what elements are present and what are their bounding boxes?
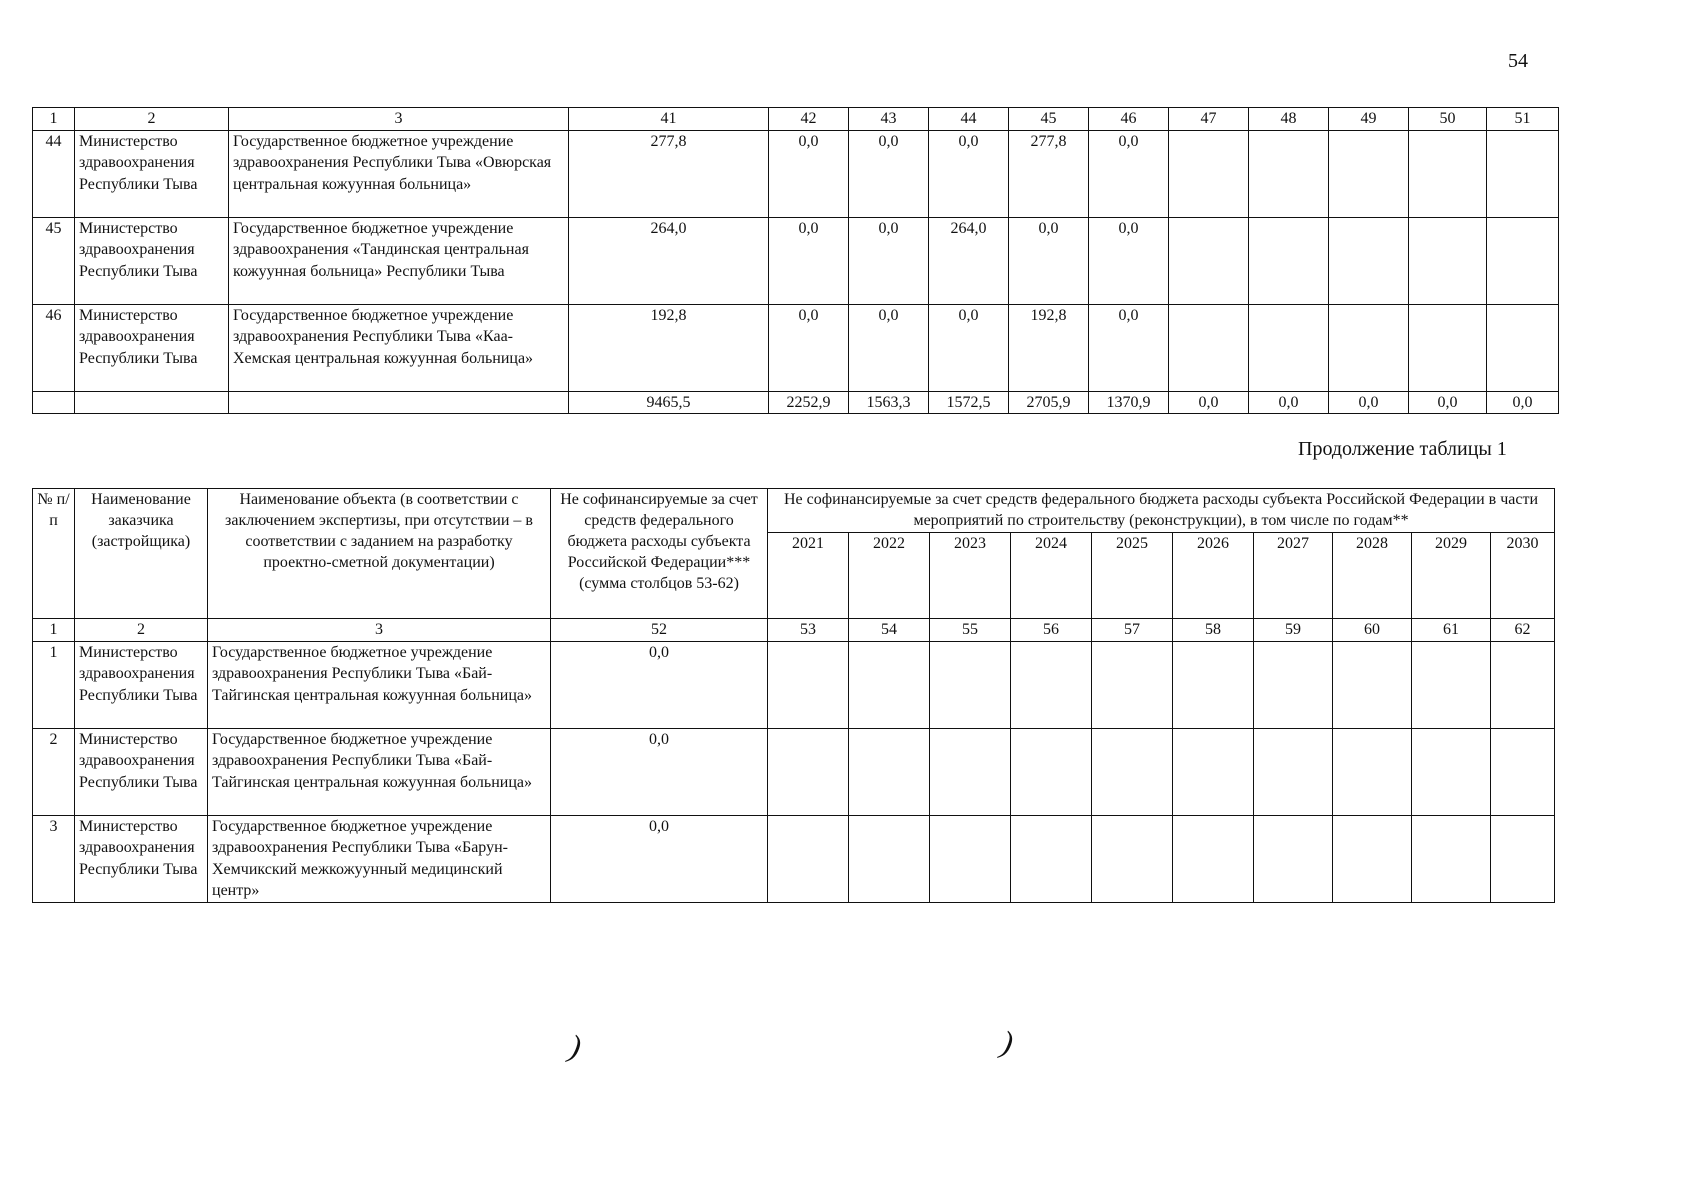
col-number: 1: [33, 619, 75, 642]
empty-cell: [930, 728, 1011, 815]
col-number: 53: [768, 619, 849, 642]
year-header: 2023: [930, 533, 1011, 619]
col-number: 3: [208, 619, 551, 642]
value-cell: 0,0: [1089, 130, 1169, 217]
col-number: 62: [1491, 619, 1555, 642]
row-number: 1: [33, 641, 75, 728]
value-cell: 0,0: [769, 217, 849, 304]
value-cell: [1409, 304, 1487, 391]
value-cell: 277,8: [569, 130, 769, 217]
empty-cell: [849, 728, 930, 815]
row-number: 2: [33, 728, 75, 815]
value-cell: [1329, 130, 1409, 217]
table-continuation-caption: Продолжение таблицы 1: [1298, 438, 1507, 460]
table-row: [33, 815, 1555, 902]
object-name: Государственное бюджетное учреждение здравоохранения Республики Тыва «Каа-Хемская центральная кожуунная больница»: [229, 304, 569, 391]
empty-cell: [1412, 641, 1491, 728]
budget-table-top: [32, 107, 1559, 414]
header-object: Наименование объекта (в соответствии с заключением экспертизы, при отсутствии – в соответствии с заданием на разработку проектно-сметной документации): [208, 489, 551, 619]
total-row: [33, 391, 1559, 414]
value-cell: [1169, 304, 1249, 391]
row-number: 3: [33, 815, 75, 902]
col-number: 51: [1487, 108, 1559, 131]
object-name: Государственное бюджетное учреждение здравоохранения «Тандинская центральная кожуунная больница» Республики Тыва: [229, 217, 569, 304]
value-cell: [1487, 217, 1559, 304]
total-value: 0,0: [1249, 391, 1329, 414]
object-name: Государственное бюджетное учреждение здравоохранения Республики Тыва «Барун-Хемчикский межкожуунный медицинский центр»: [208, 815, 551, 902]
value-cell: [1487, 130, 1559, 217]
scan-mark: ): [998, 1023, 1017, 1061]
value-cell: 264,0: [569, 217, 769, 304]
value-cell: [1249, 217, 1329, 304]
year-header: 2030: [1491, 533, 1555, 619]
value-cell: 192,8: [569, 304, 769, 391]
col-number: 43: [849, 108, 929, 131]
col-number: 59: [1254, 619, 1333, 642]
empty-cell: [849, 815, 930, 902]
value-cell: [1487, 304, 1559, 391]
year-header: 2026: [1173, 533, 1254, 619]
empty-cell: [1011, 728, 1092, 815]
value-cell: 0,0: [1009, 217, 1089, 304]
col-number: 61: [1412, 619, 1491, 642]
col-number: 2: [75, 619, 208, 642]
col-number: 52: [551, 619, 768, 642]
empty-cell: [1333, 728, 1412, 815]
col-number: 56: [1011, 619, 1092, 642]
empty-cell: [1173, 815, 1254, 902]
value-cell: 277,8: [1009, 130, 1089, 217]
table-row: [33, 217, 1559, 304]
col-number: 48: [1249, 108, 1329, 131]
value-cell: 0,0: [1089, 304, 1169, 391]
page-number: 54: [1508, 50, 1528, 72]
col-number: 2: [75, 108, 229, 131]
row-number: 44: [33, 130, 75, 217]
table-row: [33, 728, 1555, 815]
empty-cell: [849, 641, 930, 728]
empty-cell: [75, 391, 229, 414]
col-number: 3: [229, 108, 569, 131]
total-value: 2252,9: [769, 391, 849, 414]
customer-name: Министерство здравоохранения Республики Тыва: [75, 815, 208, 902]
empty-cell: [1491, 641, 1555, 728]
value-cell: 192,8: [1009, 304, 1089, 391]
total-value: 0,0: [1409, 391, 1487, 414]
year-header: 2025: [1092, 533, 1173, 619]
year-header: 2021: [768, 533, 849, 619]
value-cell: [1409, 130, 1487, 217]
header-expenses-by-year: Не софинансируемые за счет средств федерального бюджета расходы субъекта Российской Федерации в части мероприятий по строительству (реконструкции), в том числе по годам**: [768, 489, 1555, 533]
col-number: 58: [1173, 619, 1254, 642]
col-number: 55: [930, 619, 1011, 642]
value-cell: [1329, 304, 1409, 391]
col-number: 50: [1409, 108, 1487, 131]
col-number: 41: [569, 108, 769, 131]
empty-cell: [1333, 815, 1412, 902]
empty-cell: [1011, 815, 1092, 902]
total-value: 2705,9: [1009, 391, 1089, 414]
col-number: 42: [769, 108, 849, 131]
empty-cell: [1011, 641, 1092, 728]
object-name: Государственное бюджетное учреждение здравоохранения Республики Тыва «Бай-Тайгинская центральная кожуунная больница»: [208, 641, 551, 728]
customer-name: Министерство здравоохранения Республики Тыва: [75, 217, 229, 304]
object-name: Государственное бюджетное учреждение здравоохранения Республики Тыва «Овюрская центральная кожуунная больница»: [229, 130, 569, 217]
empty-cell: [229, 391, 569, 414]
empty-cell: [768, 641, 849, 728]
year-header: 2024: [1011, 533, 1092, 619]
year-header: 2028: [1333, 533, 1412, 619]
col-number: 54: [849, 619, 930, 642]
empty-cell: [1333, 641, 1412, 728]
empty-cell: [930, 815, 1011, 902]
year-header: 2027: [1254, 533, 1333, 619]
customer-name: Министерство здравоохранения Республики Тыва: [75, 130, 229, 217]
empty-cell: [1412, 815, 1491, 902]
value-cell: 0,0: [769, 130, 849, 217]
value-cell: [1329, 217, 1409, 304]
value-cell: 264,0: [929, 217, 1009, 304]
row-number: 46: [33, 304, 75, 391]
year-header: 2022: [849, 533, 930, 619]
value-cell: 0,0: [551, 641, 768, 728]
col-number: 46: [1089, 108, 1169, 131]
empty-cell: [1254, 641, 1333, 728]
value-cell: 0,0: [929, 130, 1009, 217]
value-cell: 0,0: [929, 304, 1009, 391]
total-value: 0,0: [1487, 391, 1559, 414]
empty-cell: [768, 728, 849, 815]
header-number: № п/п: [33, 489, 75, 619]
empty-cell: [1092, 641, 1173, 728]
empty-cell: [1254, 815, 1333, 902]
object-name: Государственное бюджетное учреждение здравоохранения Республики Тыва «Бай-Тайгинская центральная кожуунная больница»: [208, 728, 551, 815]
col-number: 1: [33, 108, 75, 131]
value-cell: 0,0: [849, 217, 929, 304]
column-number-row: [33, 619, 1555, 642]
col-number: 57: [1092, 619, 1173, 642]
customer-name: Министерство здравоохранения Республики Тыва: [75, 304, 229, 391]
table-row: [33, 130, 1559, 217]
col-number: 60: [1333, 619, 1412, 642]
value-cell: [1169, 217, 1249, 304]
col-number: 45: [1009, 108, 1089, 131]
table-row: [33, 304, 1559, 391]
col-number: 49: [1329, 108, 1409, 131]
year-header: 2029: [1412, 533, 1491, 619]
header-row: [33, 489, 1555, 533]
scan-mark: ): [566, 1027, 585, 1065]
empty-cell: [1092, 728, 1173, 815]
total-value: 0,0: [1329, 391, 1409, 414]
total-value: 1572,5: [929, 391, 1009, 414]
empty-cell: [1173, 641, 1254, 728]
value-cell: 0,0: [551, 728, 768, 815]
empty-cell: [33, 391, 75, 414]
total-value: 0,0: [1169, 391, 1249, 414]
col-number: 44: [929, 108, 1009, 131]
budget-table-continuation: [32, 488, 1555, 903]
value-cell: [1169, 130, 1249, 217]
customer-name: Министерство здравоохранения Республики Тыва: [75, 728, 208, 815]
empty-cell: [1092, 815, 1173, 902]
empty-cell: [1491, 815, 1555, 902]
value-cell: 0,0: [769, 304, 849, 391]
value-cell: 0,0: [849, 130, 929, 217]
value-cell: 0,0: [551, 815, 768, 902]
total-value: 1563,3: [849, 391, 929, 414]
value-cell: [1409, 217, 1487, 304]
empty-cell: [930, 641, 1011, 728]
value-cell: [1249, 130, 1329, 217]
empty-cell: [1491, 728, 1555, 815]
customer-name: Министерство здравоохранения Республики Тыва: [75, 641, 208, 728]
column-number-row: [33, 108, 1559, 131]
empty-cell: [768, 815, 849, 902]
total-value: 1370,9: [1089, 391, 1169, 414]
value-cell: [1249, 304, 1329, 391]
empty-cell: [1173, 728, 1254, 815]
empty-cell: [1412, 728, 1491, 815]
value-cell: 0,0: [1089, 217, 1169, 304]
header-customer: Наименование заказчика (застройщика): [75, 489, 208, 619]
empty-cell: [1254, 728, 1333, 815]
total-value: 9465,5: [569, 391, 769, 414]
col-number: 47: [1169, 108, 1249, 131]
row-number: 45: [33, 217, 75, 304]
value-cell: 0,0: [849, 304, 929, 391]
table-row: [33, 641, 1555, 728]
header-non-cofinanced: Не софинансируемые за счет средств федерального бюджета расходы субъекта Российской Федерации*** (сумма столбцов 53-62): [551, 489, 768, 619]
